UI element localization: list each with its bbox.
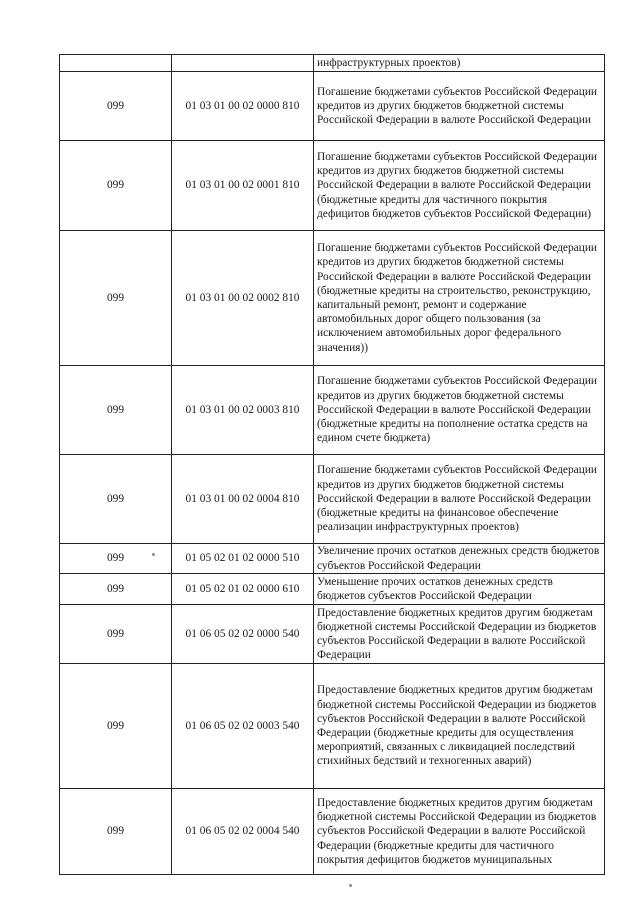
budget-code-cell: 01 06 05 02 02 0003 540 [172, 664, 314, 789]
budget-code-cell: 01 05 02 01 02 0000 510 [172, 544, 314, 574]
budget-code-cell [172, 55, 314, 72]
table-row [60, 72, 605, 141]
table-row [60, 664, 605, 789]
table-row [60, 789, 605, 875]
budget-sources-table [59, 54, 605, 875]
budget-code-cell: 01 03 01 00 02 0001 810 [172, 141, 314, 231]
admin-code-cell: 099 [60, 574, 172, 605]
description-cell: Погашение бюджетами субъектов Российской Федерации кредитов из других бюджетов бюджетной системы Российской Федерации в валюте Российской Федерации (бюджетные кредиты на пополнение остатка средств на едином счете бюджета) [314, 366, 605, 455]
table-row [60, 455, 605, 544]
budget-code-cell: 01 06 05 02 02 0004 540 [172, 789, 314, 875]
budget-code-cell: 01 03 01 00 02 0004 810 [172, 455, 314, 544]
budget-code-cell: 01 03 01 00 02 0003 810 [172, 366, 314, 455]
description-cell: Предоставление бюджетных кредитов другим бюджетам бюджетной системы Российской Федерации из бюджетов субъектов Российской Федерации в валюте Российской Федерации [314, 605, 605, 664]
admin-code-cell: 099 [60, 605, 172, 664]
description-cell: Погашение бюджетами субъектов Российской Федерации кредитов из других бюджетов бюджетной системы Российской Федерации в валюте Российской Федерации (бюджетные кредиты на финансовое обеспечение реализации инфраструктурных проектов) [314, 455, 605, 544]
admin-code-cell: 099 [60, 231, 172, 366]
table-row [60, 141, 605, 231]
admin-code-cell: 099 [60, 72, 172, 141]
admin-code-cell: 099 [60, 544, 172, 574]
table-row [60, 231, 605, 366]
description-cell: инфраструктурных проектов) [314, 55, 605, 72]
scan-speck [349, 884, 352, 887]
table-row [60, 605, 605, 664]
description-cell: Погашение бюджетами субъектов Российской Федерации кредитов из других бюджетов бюджетной системы Российской Федерации в валюте Российской Федерации (бюджетные кредиты на строительство, реконструкцию, капитальный ремонт, ремонт и содержание автомобильных дорог общего пользования (за исключением автомобильных дорог федерального значения)) [314, 231, 605, 366]
description-cell: Уменьшение прочих остатков денежных средств бюджетов субъектов Российской Федерации [314, 574, 605, 605]
table-row [60, 544, 605, 574]
admin-code-cell: 099 [60, 664, 172, 789]
description-cell: Предоставление бюджетных кредитов другим бюджетам бюджетной системы Российской Федерации из бюджетов субъектов Российской Федерации в валюте Российской Федерации (бюджетные кредиты для частичного покрытия дефицитов бюджетов муниципальных [314, 789, 605, 875]
budget-code-cell: 01 05 02 01 02 0000 610 [172, 574, 314, 605]
admin-code-cell: 099 [60, 455, 172, 544]
description-cell: Погашение бюджетами субъектов Российской Федерации кредитов из других бюджетов бюджетной системы Российской Федерации в валюте Российской Федерации (бюджетные кредиты для частичного покрытия дефицитов бюджетов субъектов Российской Федерации) [314, 141, 605, 231]
description-cell: Увеличение прочих остатков денежных средств бюджетов субъектов Российской Федерации [314, 544, 605, 574]
table-row [60, 574, 605, 605]
budget-code-cell: 01 03 01 00 02 0002 810 [172, 231, 314, 366]
description-cell: Предоставление бюджетных кредитов другим бюджетам бюджетной системы Российской Федерации из бюджетов субъектов Российской Федерации в валюте Российской Федерации (бюджетные кредиты для осуществления мероприятий, связанных с ликвидацией последствий стихийных бедствий и техногенных аварий) [314, 664, 605, 789]
admin-code-cell: 099 [60, 366, 172, 455]
admin-code-cell [60, 55, 172, 72]
admin-code-cell: 099 [60, 789, 172, 875]
scan-speck [152, 553, 155, 556]
budget-code-cell: 01 06 05 02 02 0000 540 [172, 605, 314, 664]
budget-code-cell: 01 03 01 00 02 0000 810 [172, 72, 314, 141]
table-row [60, 366, 605, 455]
description-cell: Погашение бюджетами субъектов Российской Федерации кредитов из других бюджетов бюджетной системы Российской Федерации в валюте Российской Федерации [314, 72, 605, 141]
admin-code-cell: 099 [60, 141, 172, 231]
table-row [60, 55, 605, 72]
